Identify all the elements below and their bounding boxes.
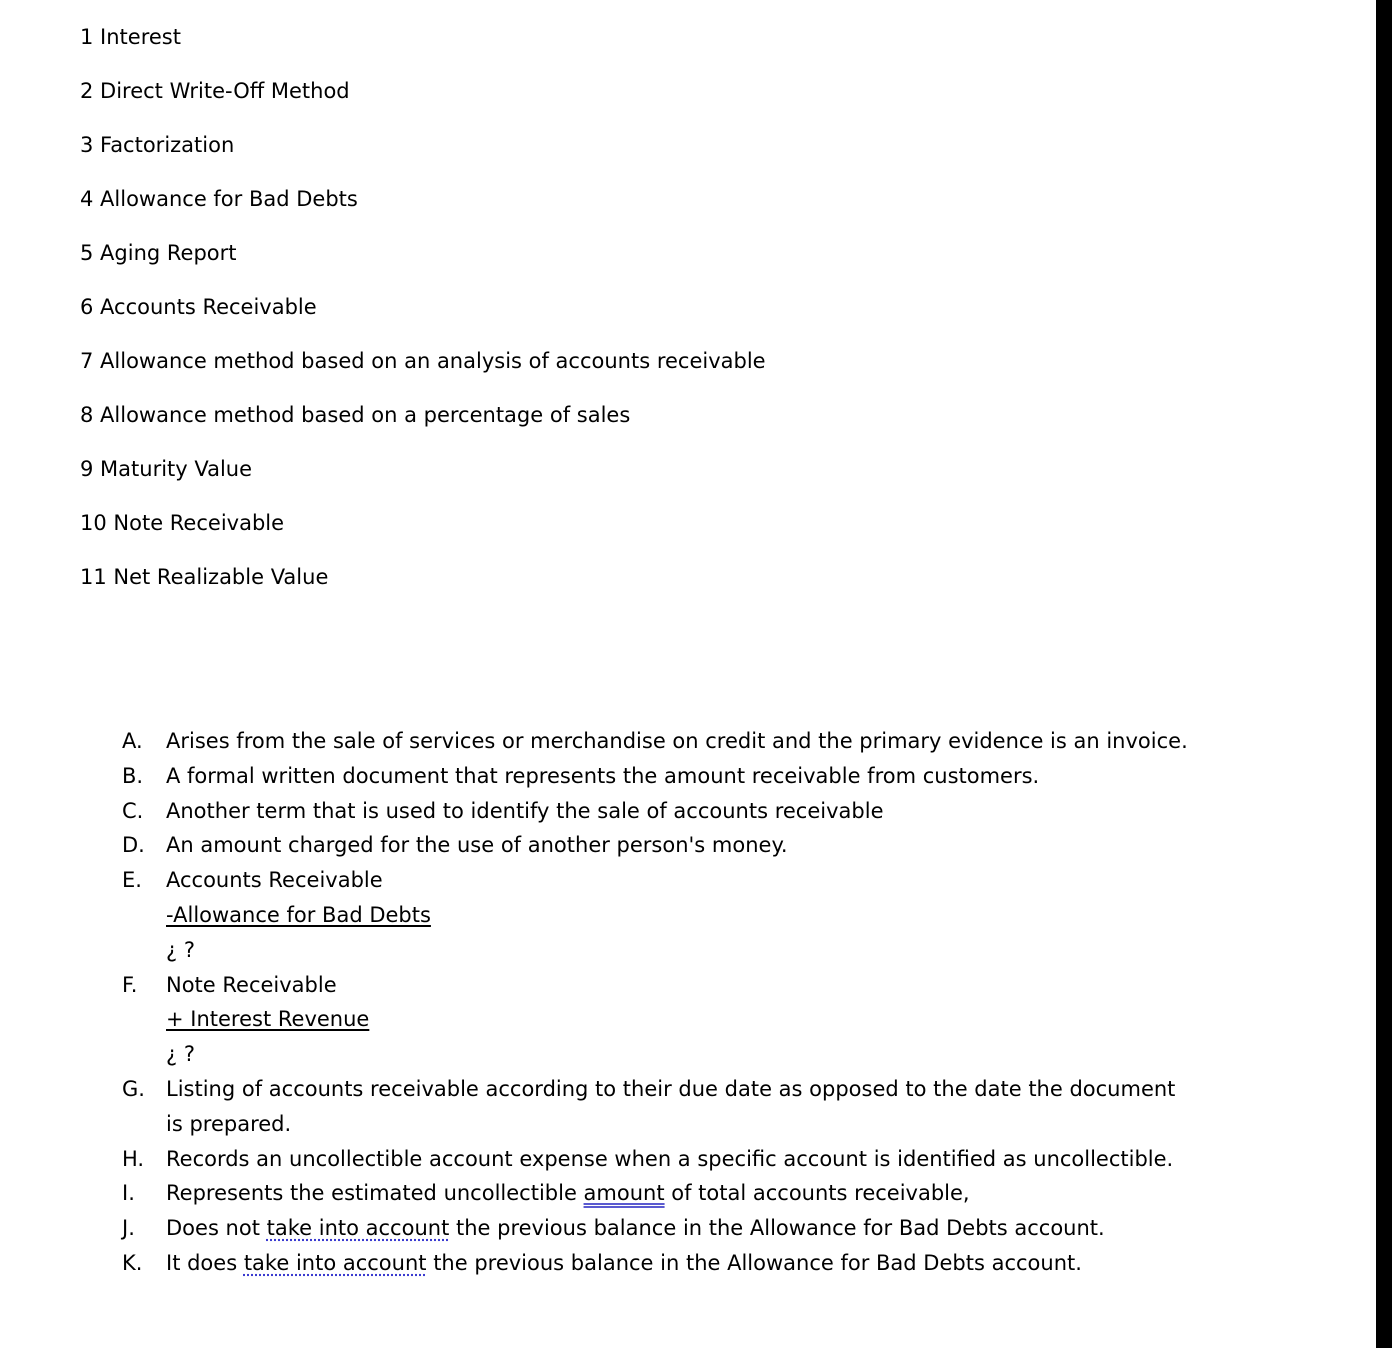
definition-text: It does <box>166 1250 244 1275</box>
term-item: 11 Net Realizable Value <box>80 565 329 589</box>
formula-line-underlined: -Allowance for Bad Debts <box>166 902 431 927</box>
definition-text: the previous balance in the Allowance for Bad Debts account. <box>426 1250 1082 1275</box>
term-item: 4 Allowance for Bad Debts <box>80 187 358 211</box>
term-item: 5 Aging Report <box>80 241 237 265</box>
formula-result: ¿ ? <box>166 1042 195 1067</box>
style-flag[interactable]: take into account <box>266 1216 450 1241</box>
definition-item-i <box>122 1176 1232 1211</box>
formula-line: Accounts Receivable <box>166 868 383 893</box>
definition-text: Represents the estimated uncollectible <box>166 1181 584 1206</box>
definition-item-b <box>122 759 1232 794</box>
definition-item-e <box>122 863 1232 967</box>
definition-letter: F. <box>122 972 138 997</box>
style-flag[interactable]: take into account <box>243 1250 427 1275</box>
definition-item-k <box>122 1246 1232 1281</box>
definition-letter: G. <box>122 1076 145 1101</box>
definition-text: A formal written document that represents the amount receivable from customers. <box>166 763 1040 788</box>
term-item: 2 Direct Write-Off Method <box>80 79 350 103</box>
definition-item-j <box>122 1211 1232 1246</box>
formula-result: ¿ ? <box>166 937 195 962</box>
definition-letter: A. <box>122 729 143 753</box>
definition-item-f <box>122 968 1232 1072</box>
definition-letter: C. <box>122 798 144 823</box>
definition-text-continued: is prepared. <box>166 1111 292 1136</box>
formula-line: Note Receivable <box>166 972 337 997</box>
term-item: 7 Allowance method based on an analysis of accounts receivable <box>80 349 766 373</box>
term-item: 8 Allowance method based on a percentage of sales <box>80 403 631 427</box>
window-edge-bar <box>1376 0 1392 1348</box>
definition-item-h <box>122 1142 1232 1177</box>
definition-text: Arises from the sale of services or merchandise on credit and the primary evidence is an invoice. <box>166 729 1188 753</box>
definition-letter: B. <box>122 763 144 788</box>
definition-item-c <box>122 794 1232 829</box>
definition-item-a <box>122 724 1232 759</box>
definition-text: Records an uncollectible account expense when a specific account is identified as uncollectible. <box>166 1146 1174 1171</box>
definition-text: of total accounts receivable, <box>664 1181 970 1206</box>
term-item: 3 Factorization <box>80 133 235 157</box>
definition-letter: I. <box>122 1181 135 1206</box>
terms-list <box>80 22 766 616</box>
term-item: 1 Interest <box>80 25 181 49</box>
term-item: 10 Note Receivable <box>80 511 285 535</box>
definition-text: Another term that is used to identify the sale of accounts receivable <box>166 798 884 823</box>
term-item: 9 Maturity Value <box>80 457 253 481</box>
formula-line-underlined: + Interest Revenue <box>166 1007 370 1032</box>
term-item: 6 Accounts Receivable <box>80 295 317 319</box>
definition-item-g <box>122 1072 1232 1142</box>
definition-letter: D. <box>122 833 145 858</box>
definition-text: Listing of accounts receivable according to their due date as opposed to the date the document <box>166 1076 1176 1101</box>
definition-letter: H. <box>122 1146 145 1171</box>
definition-letter: E. <box>122 868 142 893</box>
definition-text: the previous balance in the Allowance for Bad Debts account. <box>449 1216 1105 1241</box>
definitions-list <box>122 724 1232 1281</box>
definition-letter: K. <box>122 1250 143 1275</box>
definition-letter: J. <box>122 1216 135 1241</box>
definition-text: An amount charged for the use of another person's money. <box>166 833 788 858</box>
definition-item-d <box>122 828 1232 863</box>
grammar-flag[interactable]: amount <box>583 1181 665 1206</box>
definition-text: Does not <box>166 1216 267 1241</box>
